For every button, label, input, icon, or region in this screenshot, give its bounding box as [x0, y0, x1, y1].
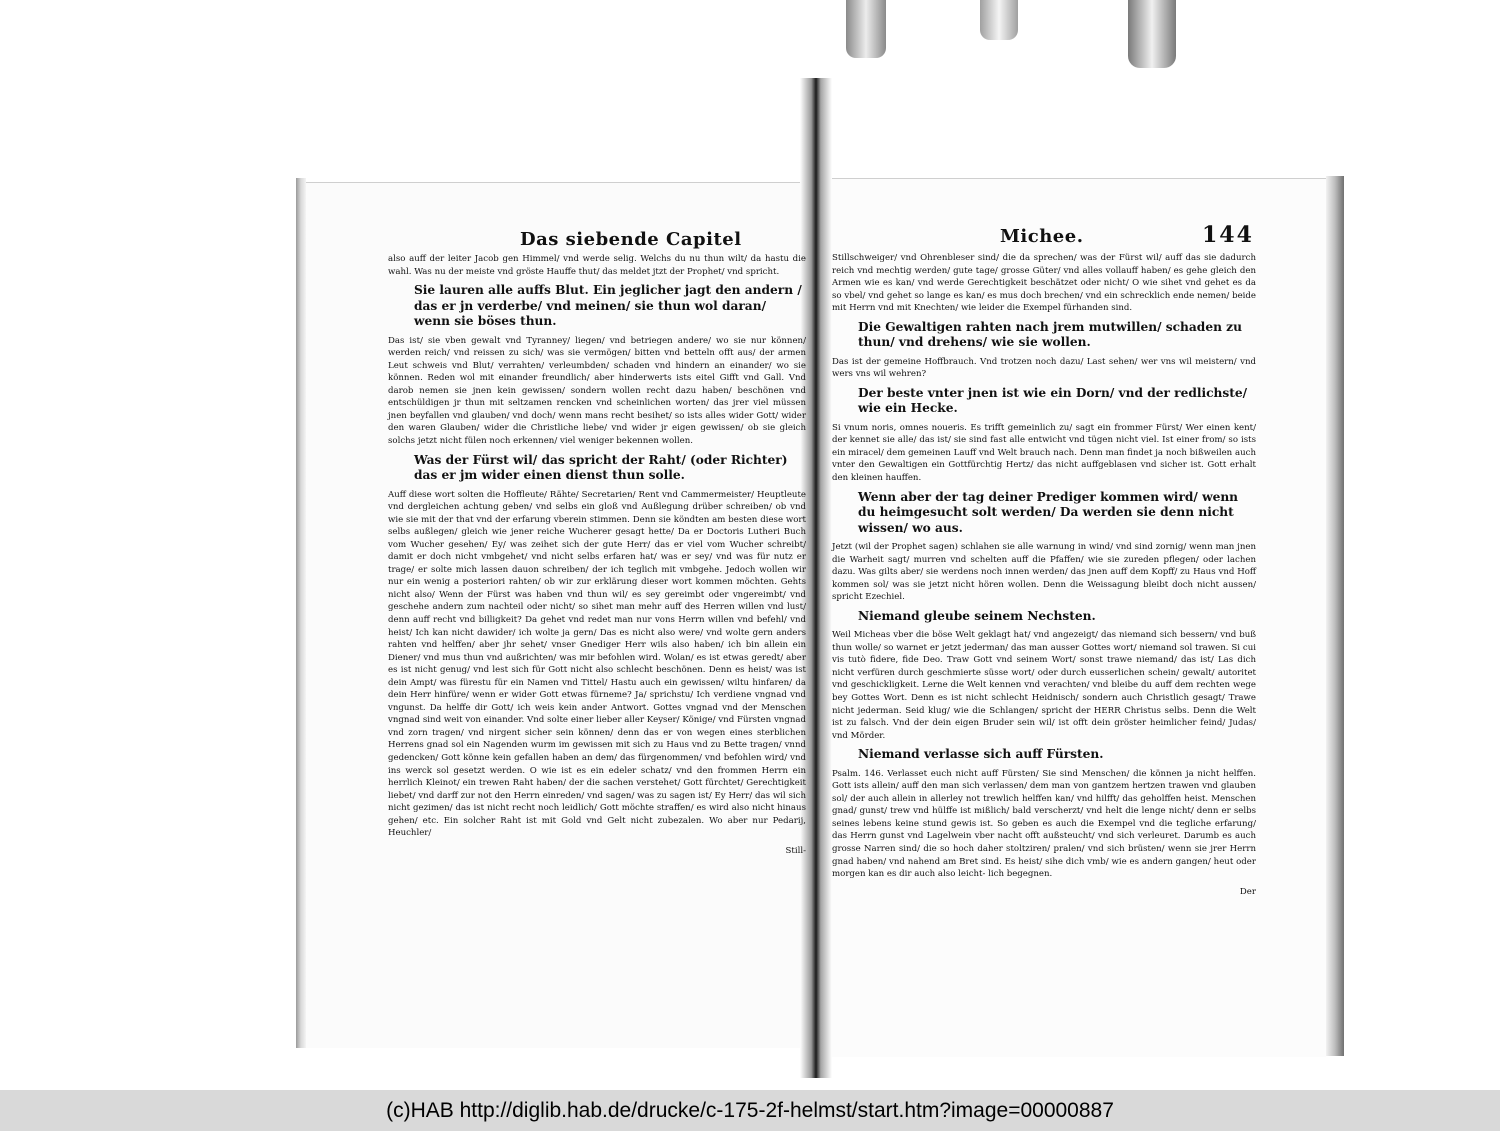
paragraph: Das ist der gemeine Hoffbrauch. Vnd trotzen noch dazu/ Last sehen/ wer vns wil meistern/ vnd wers vns wil wehren? [832, 356, 1256, 380]
paragraph: Stillschweiger/ vnd Ohrenbleser sind/ die da sprechen/ was der Fürst wil/ auff das sie dadurch reich vnd mechtig werden/ gute tage/ grosse Güter/ vnd alles vollauff haben/ es gehe gleich den Armen wie es kan/ vnd werde Gerechtigkeit beschätzet oder nicht/ O wie sihet vnd gehet es da so vbel/ vnd gehet so lange es kan/ es mus doch brechen/ vnd ein schrecklich ende nemen/ beide mit Herrn vnd mit Knechten/ wie leider die Exempel fürhanden sind. [832, 253, 1256, 314]
paragraph: Jetzt (wil der Prophet sagen) schlahen sie alle warnung in wind/ vnd sind zornig/ wenn man jnen die Warheit sagt/ murren vnd schelten auff die Pfaffen/ wie sie zureden pflegen/ oder lachen dazu. Was gilts aber/ sie werdens noch innen werden/ das jnen auff dem Kopff/ zu Haus vnd Hoff kommen sol/ was sie jetzt nicht hören wollen. Denn die Weissagung bleibt doch nicht aussen/ spricht Ezechiel. [832, 542, 1256, 603]
page-edge-left [296, 178, 306, 1048]
paragraph: also auff der leiter Jacob gen Himmel/ vnd werde selig. Welchs du nu thun wilt/ da hastu die wahl. Was nu der meiste vnd gröste Hauffe thut/ das meldet jtzt der Prophet/ vnd spricht. [388, 254, 806, 277]
paragraph: Si vnum noris, omnes noueris. Es trifft gemeinlich zu/ sagt ein frommer Fürst/ Wer einen kent/ der kennet sie alle/ das ist/ sie sind fast alle entwicht vnd tügen nicht viel. Ist einer from/ so ists ein miracel/ dem gemeinen Lauff vnd Welt brauch nach. Denn man findet ja noch bißweilen auch vnter den Gewaltigen ein Gottfürchtig Hertz/ das nicht auffgeblasen vnd sicher ist. Gott erhalt den kleinen hauffen. [832, 422, 1256, 484]
page-edge-right [1326, 176, 1344, 1056]
section-heading: Niemand gleube seinem Nechsten. [858, 608, 1096, 623]
section-heading: Was der Fürst wil/ das spricht der Raht/ (oder Richter) das er jm wider einen dienst thun solle. [414, 452, 788, 483]
section-heading: Die Gewaltigen rahten nach jrem mutwillen/ schaden zu thun/ vnd drehens/ wie sie wollen. [858, 319, 1242, 350]
image-credit-bar [0, 1090, 1500, 1131]
paragraph: Das ist/ sie vben gewalt vnd Tyranney/ liegen/ vnd betriegen andere/ wo sie nur können/ werden reich/ vnd reissen zu sich/ was sie vermögen/ bitten vnd betteln offt aus/ der armen Leut schweis vnd Blut/ verrahten/ verleumbden/ schaden vnd hindern an einander/ wo sie können. Reden wol mit einander freundlich/ aber hinderwerts ists eitel Gifft vnd Gall. Vnd darob nemen sie jnen kein gewissen/ sondern wollen recht dazu haben/ beschönen vnd entschüldigen jr thun mit seltzamen rencken vnd scheinlichen worten/ das jrer viel müssen jnen beyfallen vnd glauben/ vnd doch/ wenn mans recht besihet/ so ists alles wider Gott/ wider den waren Glauben/ wider die Christliche liebe/ vnd wider jr eigen gewissen/ ob sie gleich solchs jetzt nicht fülen noch erkennen/ viel weniger bekennen wollen. [388, 335, 806, 446]
page-number: 144 [1202, 222, 1254, 248]
paragraph: Auff diese wort solten die Hoffleute/ Rähte/ Secretarien/ Rent vnd Cammermeister/ Heuptleute vnd dergleichen achtung geben/ vnd selbs ein gloß vnd Außlegung drüber schreiben/ ob vnd wie sie mit der that vnd der erfarung vberein stimmen. Denn sie köndten am besten diese wort selbs außlegen/ gleich wie jener reiche Wucherer gesagt hette/ Da er Doctoris Lutheri Buch vom Wucher gesehen/ Ey/ was zeihet sich der gute Herr/ das er viel vom Wucher schreibt/ damit er doch nicht vmbgehet/ vnd nicht selbs erfaren hat/ was er sey/ vnd was für nutz er trage/ er solte mich lassen dauon schreiben/ der ich teglich mit vmbgehe. Jedoch wollen wir nur ein wenig a posteriori rahten/ ob wir zur erklärung dieser wort kommen möchten. Gehts nicht also/ Wenn der Fürst was haben vnd thun wil/ es sey gereimbt oder vngereimbt/ vnd geschehe andern zum nachteil oder nicht/ so sihet man mehr auff des Herren willen vnd lust/ denn auff recht vnd billigkeit? Da gehet vnd redet man nur vons Herrn willen vnd befehl/ vnd heist/ Ich kan nicht dawider/ ich wolte ja gern/ Das es nicht also were/ vnd wolte gern anders rahten vnd helffen/ aber jhr sehet/ vnser Gnediger Herr wils also haben/ ich bin allein ein Diener/ vnd mus thun vnd außrichten/ was mir befohlen wird. Wolan/ es ist etwas geredt/ aber es ist nicht genug/ vnd lest sich für Gott nicht also schlecht beschönen. Denn es heist/ was ist dein Ampt/ was fürestu für ein Namen vnd Tittel/ Hastu auch ein gewissen/ wiltu hinfaren/ da dein Herr hinfüre/ wenn er wider Gott etwas fürneme? Ja/ sprichstu/ Ich verdiene vngnad vnd vngunst. Da helffe dir Gott/ ich weis kein ander Antwort. Gottes vngnad vnd der Menschen vngnad sind weit von einander. Vnd solte einer lieber aller Keyser/ Könige/ vnd Fürsten vngnad vnd zorn tragen/ vnd nirgent sicher sein können/ denn das er von wegen eines sterblichen Herrens gnad sol ein Nagenden wurm im gewissen mit sich zu Haus vnd zu Bette tragen/ vnnd gedencken/ Gott könne kein gefallen haben an dem/ das fürgenommen/ vnd befohlen wird/ vnd ins werck sol gesetzt werden. O wie ist es ein edeler schatz/ vnd den frommen Herrn ein herrlich Kleinot/ ein trewen Raht haben/ der die sachen verstehet/ Gott fürchtet/ Gerechtigkeit liebet/ vnd darff zur not den Herrn einreden/ vnd sagen/ was zu sagen ist/ Ey Herr/ das wil sich nicht gezimen/ das ist nicht recht noch leidlich/ Gott möchte straffen/ es wird also nicht hinaus gehen/ etc. Ein solcher Raht ist mit Gold vnd Gelt nicht zubezalen. Wo aber nur Pedarij, Heuchler/ [388, 489, 806, 839]
catchword: Der [1239, 886, 1256, 897]
running-head-right: Michee. [1000, 226, 1084, 247]
section-heading: Sie lauren alle auffs Blut. Ein jeglicher jagt den andern / das er jn verderbe/ vnd meinen/ sie thun wol daran/ wenn sie böses thun. [414, 283, 802, 329]
paragraph: Psalm. 146. Verlasset euch nicht auff Fürsten/ Sie sind Menschen/ die können ja nicht helffen. Gott ists allein/ auff den man sich verlassen/ dem man von gantzem hertzen trawen vnd glauben sol/ der auch allein in allerley not trewlich helffen kan/ vnd hilfft/ das geholffen heist. Menschen gnad/ gunst/ trew vnd hülffe ist mißlich/ bald verscherzt/ vnd helt die lenge nicht/ denn er selbs seines lebens keine stund gewis ist. So geben es auch die Exempel vnd die tegliche erfarung/ das Herrn gunst vnd Lagelwein vber nacht offt außsteucht/ vnd sich verleuret. Darumb es auch grosse Narren sind/ die so hoch daher stoltziren/ pralen/ vnd sich brüsten/ wenn sie jrer Herrn gnad haben/ vnd nahend am Bret sind. Es heist/ sihe dich vmb/ wie es andern gangen/ heut oder morgen kan es dir auch also leicht- lich begegnen. [832, 768, 1256, 880]
right-page-text [832, 252, 1256, 903]
paragraph: Weil Micheas vber die böse Welt geklagt hat/ vnd angezeigt/ das niemand sich bessern/ vnd buß thun wolle/ so warnet er jetzt jederman/ das man ausser Gottes wort/ niemand sol trawen. Si cui vis tutò fidere, fide Deo. Traw Gott vnd seinem Wort/ sonst trawe niemand/ das ist/ Las dich nicht verfüren durch geschmierte süsse wort/ oder durch eusserlichen schein/ gewalt/ autoritet vnd geschickligkeit. Lerne die Welt kennen vnd verachten/ vnd bleibe du auff dem rechten wege bey Gottes Wort. Denn es ist nicht schlecht Heidnisch/ sondern auch Christlich gesagt/ Trawe nicht jederman. Seid klug/ wie die Schlangen/ spricht der HERR Christus selbs. Denn die Welt ist zu falsch. Vnd der dein eigen Bruder sein wil/ ist offt dein gröster heimlicher feind/ Judas/ vnd Mörder. [832, 630, 1256, 741]
book-clip [846, 0, 886, 58]
section-heading: Wenn aber der tag deiner Prediger kommen wird/ wenn du heimgesucht solt werden/ Da werden sie denn nicht wissen/ wo aus. [858, 489, 1239, 535]
book-clip [1128, 0, 1176, 68]
running-head-left: Das siebende Capitel [520, 229, 742, 250]
catchword: Still- [785, 845, 806, 856]
left-page-text [388, 253, 806, 862]
image-credit: (c)HAB http://diglib.hab.de/drucke/c-175-2f-helmst/start.htm?image=00000887 [386, 1098, 1114, 1122]
section-heading: Der beste vnter jnen ist wie ein Dorn/ vnd der redlichste/ wie ein Hecke. [858, 385, 1248, 416]
book-clip [980, 0, 1018, 40]
section-heading: Niemand verlasse sich auff Fürsten. [858, 747, 1104, 762]
